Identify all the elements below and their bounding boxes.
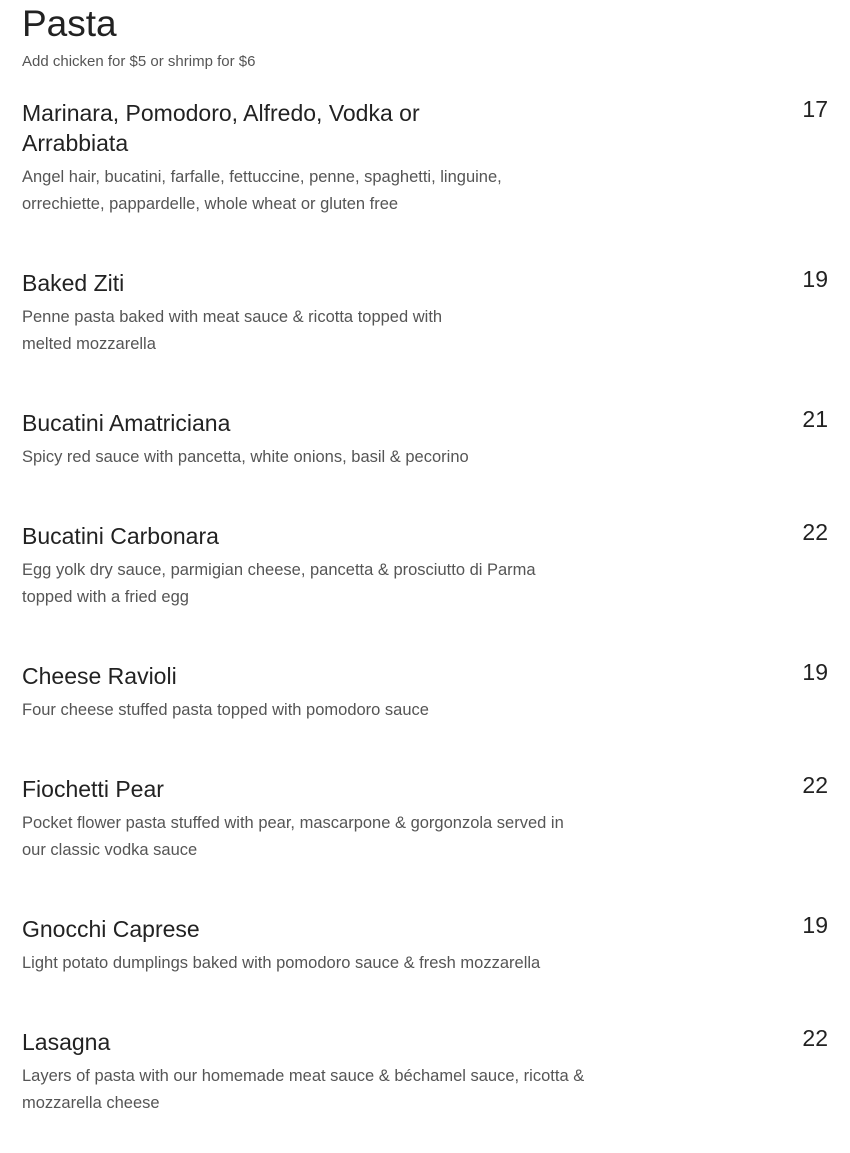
item-name: Cheese Ravioli <box>22 663 177 689</box>
item-price: 22 <box>802 519 828 545</box>
item-price: 19 <box>802 266 828 292</box>
item-name: Fiochetti Pear <box>22 776 164 802</box>
menu-item <box>22 268 828 358</box>
item-description-line: Angel hair, bucatini, farfalle, fettuccine, penne, spaghetti, linguine, <box>22 168 502 186</box>
item-name-line: Arrabbiata <box>22 130 129 156</box>
item-description-line: melted mozzarella <box>22 335 156 353</box>
section-title: Pasta <box>22 3 117 44</box>
menu-item <box>22 521 828 611</box>
menu-item <box>22 408 828 471</box>
item-description-line: Layers of pasta with our homemade meat sauce & béchamel sauce, ricotta & <box>22 1067 585 1085</box>
item-description <box>22 810 828 864</box>
item-price: 19 <box>802 912 828 938</box>
item-price: 19 <box>802 659 828 685</box>
item-name-line: Marinara, Pomodoro, Alfredo, Vodka or <box>22 100 420 126</box>
item-price: 22 <box>802 1025 828 1051</box>
item-price: 17 <box>802 96 828 122</box>
item-description-line: Penne pasta baked with meat sauce & ricotta topped with <box>22 308 443 326</box>
section-note: Add chicken for $5 or shrimp for $6 <box>22 53 256 70</box>
item-description-line: our classic vodka sauce <box>22 841 198 859</box>
menu-item <box>22 98 828 218</box>
item-description <box>22 1063 828 1117</box>
item-price: 22 <box>802 772 828 798</box>
item-description <box>22 950 828 977</box>
item-name: Gnocchi Caprese <box>22 916 200 942</box>
menu-item <box>22 1027 828 1117</box>
item-description-line: Light potato dumplings baked with pomodoro sauce & fresh mozzarella <box>22 954 541 972</box>
item-name: Bucatini Amatriciana <box>22 410 231 436</box>
item-description-line: orrechiette, pappardelle, whole wheat or gluten free <box>22 195 399 213</box>
item-name: Baked Ziti <box>22 270 125 296</box>
item-description-line: Pocket flower pasta stuffed with pear, mascarpone & gorgonzola served in <box>22 814 564 832</box>
item-description-line: topped with a fried egg <box>22 588 189 606</box>
item-name: Lasagna <box>22 1029 111 1055</box>
item-description <box>22 164 828 218</box>
item-description <box>22 557 828 611</box>
menu-item <box>22 774 828 864</box>
menu-item <box>22 914 828 977</box>
item-description-line: Four cheese stuffed pasta topped with pomodoro sauce <box>22 701 429 719</box>
item-description-line: mozzarella cheese <box>22 1094 160 1112</box>
item-description-line: Egg yolk dry sauce, parmigian cheese, pancetta & prosciutto di Parma <box>22 561 536 579</box>
item-description <box>22 304 828 358</box>
item-description <box>22 697 828 724</box>
item-name <box>22 98 502 158</box>
menu-item <box>22 661 828 724</box>
item-price: 21 <box>802 406 828 432</box>
item-description <box>22 444 828 471</box>
item-description-line: Spicy red sauce with pancetta, white onions, basil & pecorino <box>22 448 469 466</box>
item-name: Bucatini Carbonara <box>22 523 219 549</box>
